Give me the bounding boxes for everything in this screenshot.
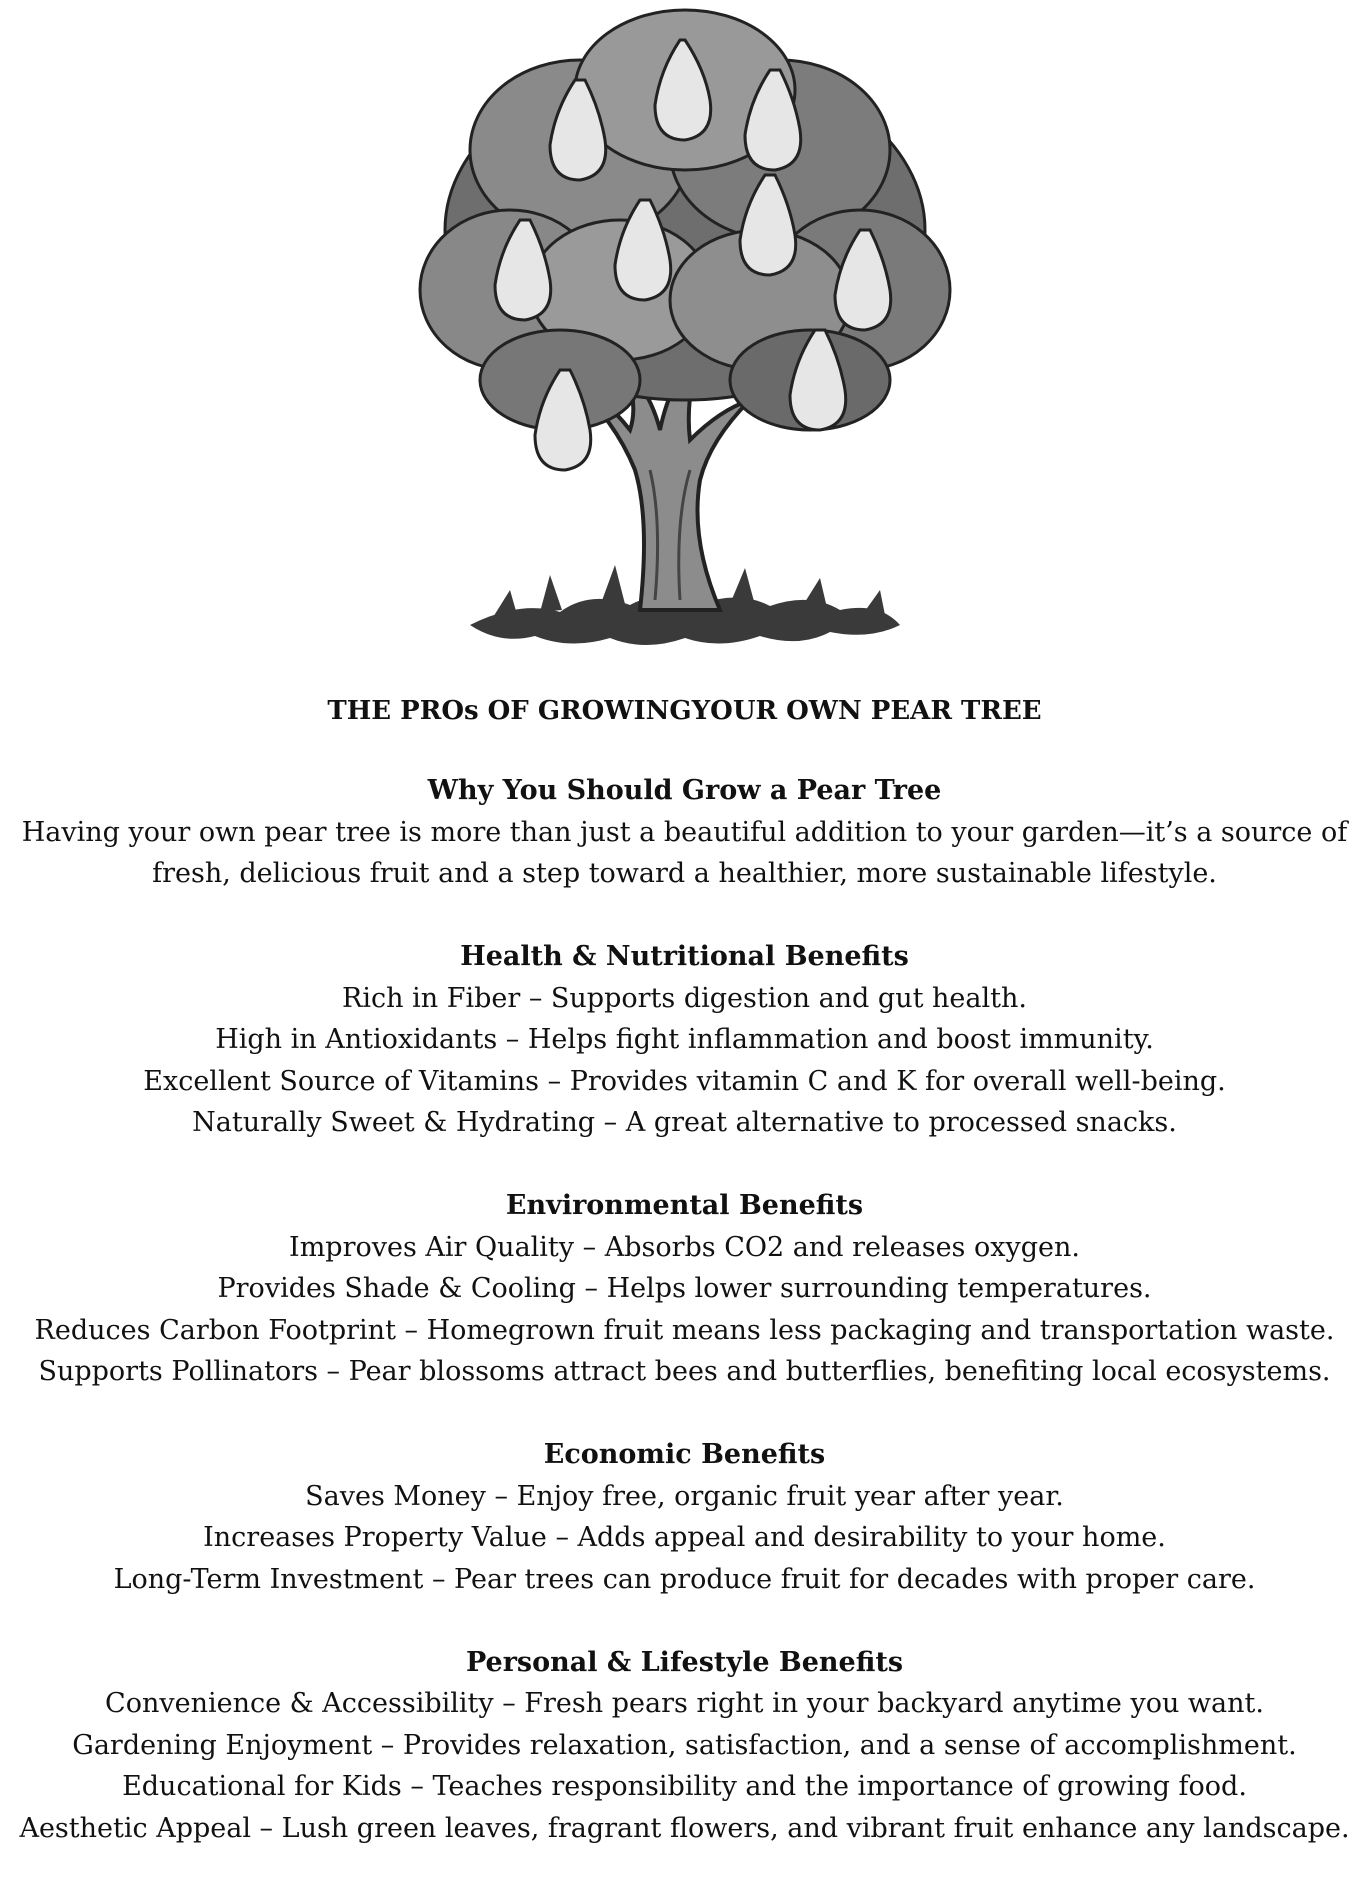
environmental-section — [0, 1185, 1369, 1393]
health-line: Excellent Source of Vitamins – Provides vitamin C and K for overall well-being. — [143, 1065, 1226, 1097]
economic-heading: Economic Benefits — [543, 1439, 826, 1470]
personal-line: Aesthetic Appeal – Lush green leaves, fragrant flowers, and vibrant fruit enhance any landscape. — [19, 1812, 1350, 1844]
economic-line: Long-Term Investment – Pear trees can produce fruit for decades with proper care. — [113, 1563, 1256, 1595]
personal-section — [0, 1642, 1369, 1850]
environmental-line: Provides Shade & Cooling – Helps lower surrounding temperatures. — [217, 1273, 1152, 1304]
intro-heading: Why You Should Grow a Pear Tree — [427, 775, 942, 806]
personal-line: Gardening Enjoyment – Provides relaxation, satisfaction, and a sense of accomplishment. — [72, 1729, 1297, 1761]
intro-section — [0, 770, 1369, 895]
health-line: Naturally Sweet & Hydrating – A great alternative to processed snacks. — [192, 1107, 1177, 1138]
personal-line: Convenience & Accessibility – Fresh pears right in your backyard anytime you want. — [105, 1688, 1264, 1719]
economic-line: Increases Property Value – Adds appeal and desirability to your home. — [203, 1522, 1166, 1553]
environmental-line: Supports Pollinators – Pear blossoms attract bees and butterflies, benefiting local ecosystems. — [38, 1356, 1331, 1387]
health-line: High in Antioxidants – Helps fight inflammation and boost immunity. — [215, 1024, 1154, 1055]
personal-line: Educational for Kids – Teaches responsibility and the importance of growing food. — [122, 1771, 1247, 1802]
health-section — [0, 936, 1369, 1144]
intro-line: Having your own pear tree is more than just a beautiful addition to your garden—it’s a source of — [21, 816, 1348, 848]
health-heading: Health & Nutritional Benefits — [460, 941, 909, 972]
document-body — [0, 770, 1369, 1891]
environmental-line: Reduces Carbon Footprint – Homegrown fruit means less packaging and transportation waste. — [34, 1314, 1335, 1346]
environmental-heading: Environmental Benefits — [505, 1190, 864, 1221]
document-title: THE PROs OF GROWINGYOUR OWN PEAR TREE — [327, 696, 1042, 726]
pear-tree-icon — [400, 0, 970, 665]
economic-line: Saves Money – Enjoy free, organic fruit year after year. — [305, 1480, 1064, 1512]
environmental-line: Improves Air Quality – Absorbs CO2 and releases oxygen. — [289, 1231, 1080, 1263]
economic-section — [0, 1434, 1369, 1600]
personal-heading: Personal & Lifestyle Benefits — [465, 1646, 904, 1678]
intro-line: fresh, delicious fruit and a step toward a healthier, more sustainable lifestyle. — [152, 858, 1217, 889]
health-line: Rich in Fiber – Supports digestion and gut health. — [342, 982, 1027, 1014]
